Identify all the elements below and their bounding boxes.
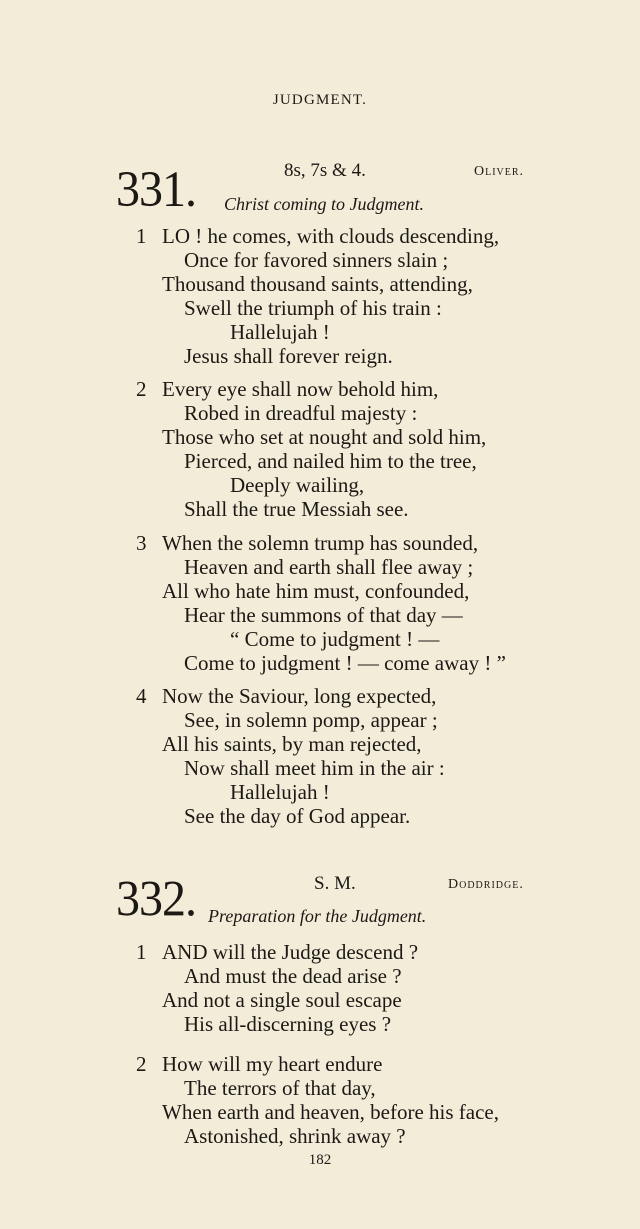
verse-line: All who hate him must, confounded,: [162, 579, 470, 603]
stanza-number: 2: [136, 1052, 147, 1076]
verse-line: Those who set at nought and sold him,: [162, 425, 487, 449]
verse-line: Deeply wailing,: [230, 473, 365, 497]
verse-line: When the solemn trump has sounded,: [162, 531, 479, 555]
verse-line: “ Come to judgment ! —: [230, 627, 440, 651]
verse-line: Heaven and earth shall flee away ;: [184, 555, 474, 579]
verse-line: Every eye shall now behold him,: [162, 377, 439, 401]
verse-line: Pierced, and nailed him to the tree,: [184, 449, 477, 473]
hymn-subtitle: Christ coming to Judgment.: [224, 194, 424, 214]
verse-line: And must the dead arise ?: [184, 964, 402, 988]
verse-line: Now shall meet him in the air :: [184, 756, 445, 780]
hymn-subtitle: Preparation for the Judgment.: [208, 906, 427, 926]
verse-line: See, in solemn pomp, appear ;: [184, 708, 438, 732]
stanza-number: 2: [136, 377, 147, 401]
hymn-number: 332.: [116, 871, 196, 928]
page-number: 182: [308, 1152, 332, 1168]
running-head: JUDGMENT.: [272, 92, 368, 108]
verse-line: Astonished, shrink away ?: [184, 1124, 406, 1148]
tune-name: Oliver.: [474, 164, 525, 179]
verse-line: And not a single soul escape: [162, 988, 402, 1012]
verse-line: Hallelujah !: [230, 320, 330, 344]
verse-line: See the day of God appear.: [184, 804, 411, 828]
verse-line: Jesus shall forever reign.: [184, 344, 393, 368]
verse-line: Swell the triumph of his train :: [184, 296, 442, 320]
stanza-number: 1: [136, 940, 147, 964]
hymn-number: 331.: [116, 161, 196, 218]
verse-line: How will my heart endure: [162, 1052, 383, 1076]
stanza-number: 1: [136, 224, 147, 248]
hymn-meter: S. M.: [314, 873, 356, 894]
verse-line: Hear the summons of that day —: [184, 603, 463, 627]
verse-line: When earth and heaven, before his face,: [162, 1100, 499, 1124]
verse-line: The terrors of that day,: [184, 1076, 376, 1100]
verse-line: Once for favored sinners slain ;: [184, 248, 449, 272]
hymn-meter: 8s, 7s & 4.: [284, 160, 366, 181]
verse-line: Thousand thousand saints, attending,: [162, 272, 473, 296]
verse-line: Now the Saviour, long expected,: [162, 684, 437, 708]
verse-line: AND will the Judge descend ?: [162, 940, 419, 964]
verse-line: His all-discerning eyes ?: [184, 1012, 392, 1036]
verse-line: Hallelujah !: [230, 780, 330, 804]
verse-line: All his saints, by man rejected,: [162, 732, 422, 756]
verse-line: LO ! he comes, with clouds descending,: [162, 224, 500, 248]
verse-line: Come to judgment ! — come away ! ”: [184, 651, 506, 675]
verse-line: Shall the true Messiah see.: [184, 497, 409, 521]
stanza-number: 3: [136, 531, 147, 555]
stanza-number: 4: [136, 684, 147, 708]
verse-line: Robed in dreadful majesty :: [184, 401, 418, 425]
tune-name: Doddridge.: [448, 877, 524, 892]
